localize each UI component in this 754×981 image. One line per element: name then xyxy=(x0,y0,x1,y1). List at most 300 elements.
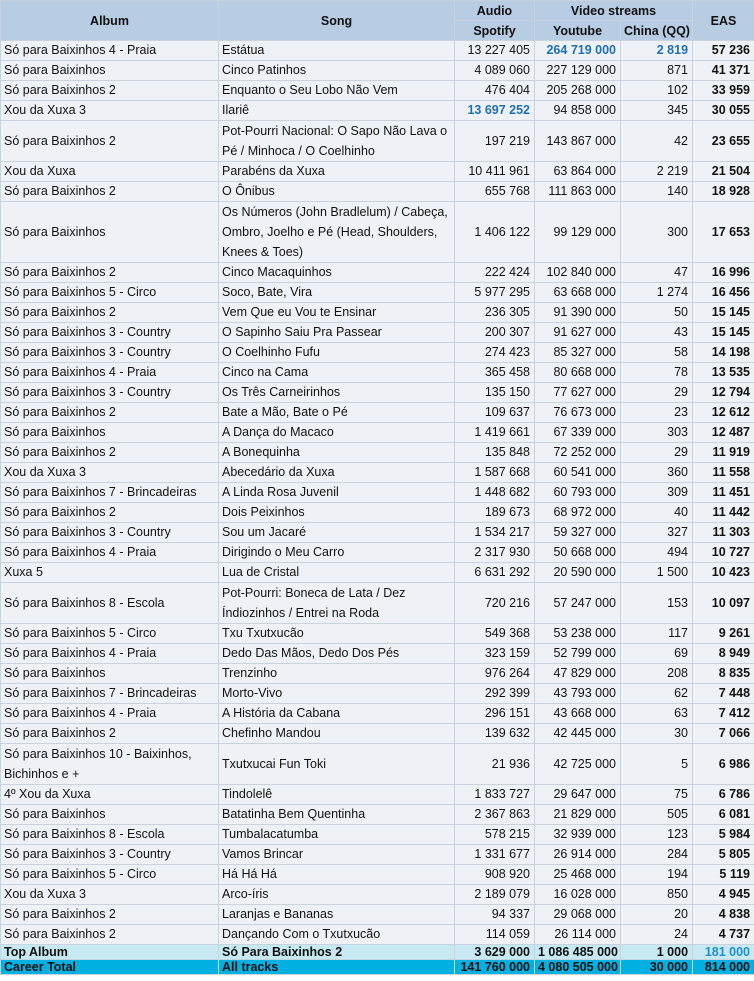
spotify-cell: 976 264 xyxy=(455,664,535,684)
china-cell: 494 xyxy=(621,543,693,563)
table-row xyxy=(1,744,754,785)
spotify-cell: 1 419 661 xyxy=(455,423,535,443)
eas-cell: 12 612 xyxy=(693,403,754,423)
china-cell: 24 xyxy=(621,925,693,945)
china-cell: 42 xyxy=(621,121,693,162)
top-album-youtube: 1 086 485 000 xyxy=(535,945,621,960)
spotify-cell: 549 368 xyxy=(455,624,535,644)
eas-cell: 16 456 xyxy=(693,283,754,303)
youtube-cell: 52 799 000 xyxy=(535,644,621,664)
eas-cell: 4 838 xyxy=(693,905,754,925)
song-cell: Tumbalacatumba xyxy=(219,825,455,845)
china-cell: 20 xyxy=(621,905,693,925)
album-cell: Só para Baixinhos 4 - Praia xyxy=(1,704,219,724)
china-cell: 58 xyxy=(621,343,693,363)
song-cell: Vamos Brincar xyxy=(219,845,455,865)
youtube-cell: 26 914 000 xyxy=(535,845,621,865)
eas-cell: 5 119 xyxy=(693,865,754,885)
china-cell: 43 xyxy=(621,323,693,343)
table-row xyxy=(1,785,754,805)
eas-cell: 6 786 xyxy=(693,785,754,805)
china-cell: 5 xyxy=(621,744,693,785)
eas-cell: 23 655 xyxy=(693,121,754,162)
spotify-cell: 655 768 xyxy=(455,182,535,202)
china-cell: 47 xyxy=(621,263,693,283)
spotify-cell: 296 151 xyxy=(455,704,535,724)
eas-cell: 8 949 xyxy=(693,644,754,664)
table-row xyxy=(1,885,754,905)
table-row xyxy=(1,363,754,383)
table-row xyxy=(1,805,754,825)
youtube-cell: 67 339 000 xyxy=(535,423,621,443)
youtube-cell: 53 238 000 xyxy=(535,624,621,644)
youtube-cell: 47 829 000 xyxy=(535,664,621,684)
eas-cell: 5 984 xyxy=(693,825,754,845)
song-cell: Há Há Há xyxy=(219,865,455,885)
album-cell: Só para Baixinhos 2 xyxy=(1,503,219,523)
eas-cell: 33 959 xyxy=(693,81,754,101)
table-row xyxy=(1,483,754,503)
table-row xyxy=(1,925,754,945)
china-cell: 62 xyxy=(621,684,693,704)
album-cell: Só para Baixinhos 2 xyxy=(1,443,219,463)
youtube-cell: 99 129 000 xyxy=(535,202,621,263)
table-row xyxy=(1,503,754,523)
spotify-cell: 720 216 xyxy=(455,583,535,624)
album-cell: Só para Baixinhos 2 xyxy=(1,403,219,423)
eas-cell: 11 442 xyxy=(693,503,754,523)
album-cell: Só para Baixinhos xyxy=(1,202,219,263)
youtube-cell: 29 647 000 xyxy=(535,785,621,805)
spotify-cell: 908 920 xyxy=(455,865,535,885)
song-cell: A História da Cabana xyxy=(219,704,455,724)
album-cell: Xuxa 5 xyxy=(1,563,219,583)
youtube-cell: 42 445 000 xyxy=(535,724,621,744)
eas-cell: 57 236 xyxy=(693,41,754,61)
table-row xyxy=(1,463,754,483)
china-cell: 284 xyxy=(621,845,693,865)
table-row xyxy=(1,383,754,403)
china-cell: 69 xyxy=(621,644,693,664)
youtube-cell: 91 627 000 xyxy=(535,323,621,343)
spotify-cell: 1 448 682 xyxy=(455,483,535,503)
eas-cell: 15 145 xyxy=(693,303,754,323)
eas-cell: 7 448 xyxy=(693,684,754,704)
eas-cell: 12 794 xyxy=(693,383,754,403)
table-row xyxy=(1,543,754,563)
song-cell: Dedo Das Mãos, Dedo Dos Pés xyxy=(219,644,455,664)
table-row xyxy=(1,121,754,162)
career-total-label: Career Total xyxy=(1,960,219,975)
table-row xyxy=(1,162,754,182)
song-cell: Chefinho Mandou xyxy=(219,724,455,744)
eas-cell: 11 451 xyxy=(693,483,754,503)
table-row xyxy=(1,583,754,624)
table-row xyxy=(1,343,754,363)
youtube-cell: 21 829 000 xyxy=(535,805,621,825)
spotify-cell: 274 423 xyxy=(455,343,535,363)
table-row xyxy=(1,303,754,323)
album-cell: Só para Baixinhos 5 - Circo xyxy=(1,865,219,885)
eas-cell: 11 303 xyxy=(693,523,754,543)
song-cell: Ilariê xyxy=(219,101,455,121)
eas-cell: 18 928 xyxy=(693,182,754,202)
spotify-cell: 2 367 863 xyxy=(455,805,535,825)
album-cell: 4º Xou da Xuxa xyxy=(1,785,219,805)
china-cell: 78 xyxy=(621,363,693,383)
eas-cell: 4 737 xyxy=(693,925,754,945)
album-cell: Só para Baixinhos 2 xyxy=(1,263,219,283)
eas-cell: 10 423 xyxy=(693,563,754,583)
spotify-cell: 1 587 668 xyxy=(455,463,535,483)
album-cell: Só para Baixinhos 2 xyxy=(1,81,219,101)
album-cell: Xou da Xuxa xyxy=(1,162,219,182)
table-row xyxy=(1,684,754,704)
spotify-cell: 1 406 122 xyxy=(455,202,535,263)
eas-cell: 30 055 xyxy=(693,101,754,121)
album-cell: Só para Baixinhos 4 - Praia xyxy=(1,41,219,61)
youtube-cell: 72 252 000 xyxy=(535,443,621,463)
album-cell: Só para Baixinhos 2 xyxy=(1,724,219,744)
table-row xyxy=(1,81,754,101)
table-row xyxy=(1,423,754,443)
china-cell: 23 xyxy=(621,403,693,423)
song-cell: O Ônibus xyxy=(219,182,455,202)
career-total-song: All tracks xyxy=(219,960,455,975)
china-cell: 2 219 xyxy=(621,162,693,182)
album-cell: Só para Baixinhos 5 - Circo xyxy=(1,624,219,644)
youtube-cell: 63 864 000 xyxy=(535,162,621,182)
album-cell: Só para Baixinhos 2 xyxy=(1,925,219,945)
table-row xyxy=(1,624,754,644)
top-album-spotify: 3 629 000 xyxy=(455,945,535,960)
table-row xyxy=(1,61,754,81)
table-row xyxy=(1,101,754,121)
youtube-cell: 143 867 000 xyxy=(535,121,621,162)
china-cell: 140 xyxy=(621,182,693,202)
china-cell: 63 xyxy=(621,704,693,724)
youtube-cell: 111 863 000 xyxy=(535,182,621,202)
youtube-header: Youtube xyxy=(535,21,621,41)
table-row xyxy=(1,41,754,61)
spotify-cell: 1 331 677 xyxy=(455,845,535,865)
song-cell: A Bonequinha xyxy=(219,443,455,463)
china-cell: 345 xyxy=(621,101,693,121)
eas-cell: 4 945 xyxy=(693,885,754,905)
album-header: Album xyxy=(1,1,219,41)
table-row xyxy=(1,263,754,283)
album-cell: Só para Baixinhos 4 - Praia xyxy=(1,644,219,664)
album-cell: Só para Baixinhos 7 - Brincadeiras xyxy=(1,684,219,704)
eas-cell: 6 986 xyxy=(693,744,754,785)
song-cell: Txu Txutxucão xyxy=(219,624,455,644)
spotify-cell: 135 848 xyxy=(455,443,535,463)
song-cell: Cinco na Cama xyxy=(219,363,455,383)
eas-cell: 7 412 xyxy=(693,704,754,724)
song-cell: O Coelhinho Fufu xyxy=(219,343,455,363)
album-cell: Só para Baixinhos 3 - Country xyxy=(1,343,219,363)
china-cell: 1 274 xyxy=(621,283,693,303)
song-cell: Pot-Pourri Nacional: O Sapo Não Lava o Pé / Minhoca / O Coelhinho xyxy=(219,121,455,162)
eas-cell: 11 558 xyxy=(693,463,754,483)
audio-header: Audio xyxy=(455,1,535,21)
spotify-cell: 135 150 xyxy=(455,383,535,403)
youtube-cell: 57 247 000 xyxy=(535,583,621,624)
youtube-cell: 26 114 000 xyxy=(535,925,621,945)
table-row xyxy=(1,704,754,724)
eas-cell: 9 261 xyxy=(693,624,754,644)
table-row xyxy=(1,825,754,845)
china-cell: 50 xyxy=(621,303,693,323)
song-cell: Os Números (John Bradlelum) / Cabeça, Ombro, Joelho e Pé (Head, Shoulders, Knees & Toes) xyxy=(219,202,455,263)
table-row xyxy=(1,905,754,925)
song-cell: Arco-íris xyxy=(219,885,455,905)
eas-cell: 21 504 xyxy=(693,162,754,182)
song-cell: Dois Peixinhos xyxy=(219,503,455,523)
album-cell: Só para Baixinhos 4 - Praia xyxy=(1,363,219,383)
song-cell: Soco, Bate, Vira xyxy=(219,283,455,303)
spotify-cell: 236 305 xyxy=(455,303,535,323)
album-cell: Só para Baixinhos 5 - Circo xyxy=(1,283,219,303)
table-row xyxy=(1,563,754,583)
spotify-cell: 10 411 961 xyxy=(455,162,535,182)
china-cell: 300 xyxy=(621,202,693,263)
youtube-cell: 76 673 000 xyxy=(535,403,621,423)
eas-cell: 7 066 xyxy=(693,724,754,744)
table-row xyxy=(1,724,754,744)
china-cell: 29 xyxy=(621,443,693,463)
eas-cell: 10 727 xyxy=(693,543,754,563)
spotify-cell: 323 159 xyxy=(455,644,535,664)
spotify-cell: 365 458 xyxy=(455,363,535,383)
song-cell: Tindolelê xyxy=(219,785,455,805)
table-row xyxy=(1,523,754,543)
youtube-cell: 32 939 000 xyxy=(535,825,621,845)
album-cell: Só para Baixinhos 7 - Brincadeiras xyxy=(1,483,219,503)
eas-cell: 10 097 xyxy=(693,583,754,624)
youtube-cell: 264 719 000 xyxy=(535,41,621,61)
table-row xyxy=(1,443,754,463)
top-album-eas: 181 000 xyxy=(693,945,754,960)
spotify-cell: 109 637 xyxy=(455,403,535,423)
youtube-cell: 60 541 000 xyxy=(535,463,621,483)
song-cell: Lua de Cristal xyxy=(219,563,455,583)
spotify-cell: 476 404 xyxy=(455,81,535,101)
song-header: Song xyxy=(219,1,455,41)
song-cell: A Linda Rosa Juvenil xyxy=(219,483,455,503)
song-cell: Dançando Com o Txutxucão xyxy=(219,925,455,945)
china-cell: 123 xyxy=(621,825,693,845)
song-cell: Cinco Patinhos xyxy=(219,61,455,81)
china-cell: 194 xyxy=(621,865,693,885)
song-cell: Bate a Mão, Bate o Pé xyxy=(219,403,455,423)
china-header: China (QQ) xyxy=(621,21,693,41)
spotify-cell: 292 399 xyxy=(455,684,535,704)
china-cell: 360 xyxy=(621,463,693,483)
eas-cell: 12 487 xyxy=(693,423,754,443)
top-album-label: Top Album xyxy=(1,945,219,960)
eas-cell: 5 805 xyxy=(693,845,754,865)
table-row xyxy=(1,323,754,343)
album-cell: Xou da Xuxa 3 xyxy=(1,885,219,905)
spotify-cell: 114 059 xyxy=(455,925,535,945)
china-cell: 327 xyxy=(621,523,693,543)
song-cell: Enquanto o Seu Lobo Não Vem xyxy=(219,81,455,101)
eas-cell: 8 835 xyxy=(693,664,754,684)
eas-cell: 11 919 xyxy=(693,443,754,463)
youtube-cell: 43 668 000 xyxy=(535,704,621,724)
youtube-cell: 68 972 000 xyxy=(535,503,621,523)
album-cell: Xou da Xuxa 3 xyxy=(1,101,219,121)
table-row xyxy=(1,202,754,263)
album-cell: Só para Baixinhos 2 xyxy=(1,303,219,323)
china-cell: 2 819 xyxy=(621,41,693,61)
youtube-cell: 205 268 000 xyxy=(535,81,621,101)
song-cell: Laranjas e Bananas xyxy=(219,905,455,925)
song-cell: O Sapinho Saiu Pra Passear xyxy=(219,323,455,343)
youtube-cell: 63 668 000 xyxy=(535,283,621,303)
youtube-cell: 59 327 000 xyxy=(535,523,621,543)
china-cell: 505 xyxy=(621,805,693,825)
career-total-china: 30 000 xyxy=(621,960,693,975)
album-cell: Só para Baixinhos 3 - Country xyxy=(1,523,219,543)
album-cell: Xou da Xuxa 3 xyxy=(1,463,219,483)
career-total-eas: 814 000 xyxy=(693,960,754,975)
top-album-name: Só Para Baixinhos 2 xyxy=(219,945,455,960)
youtube-cell: 91 390 000 xyxy=(535,303,621,323)
song-cell: Cinco Macaquinhos xyxy=(219,263,455,283)
song-cell: Morto-Vivo xyxy=(219,684,455,704)
song-cell: Pot-Pourri: Boneca de Lata / Dez Índiozinhos / Entrei na Roda xyxy=(219,583,455,624)
song-cell: Os Três Carneirinhos xyxy=(219,383,455,403)
career-total-row xyxy=(1,960,754,975)
song-cell: Abecedário da Xuxa xyxy=(219,463,455,483)
top-album-china: 1 000 xyxy=(621,945,693,960)
eas-cell: 6 081 xyxy=(693,805,754,825)
career-total-youtube: 4 080 505 000 xyxy=(535,960,621,975)
spotify-cell: 200 307 xyxy=(455,323,535,343)
youtube-cell: 85 327 000 xyxy=(535,343,621,363)
youtube-cell: 77 627 000 xyxy=(535,383,621,403)
album-cell: Só para Baixinhos xyxy=(1,61,219,81)
spotify-cell: 4 089 060 xyxy=(455,61,535,81)
china-cell: 1 500 xyxy=(621,563,693,583)
spotify-cell: 1 534 217 xyxy=(455,523,535,543)
spotify-cell: 2 189 079 xyxy=(455,885,535,905)
spotify-cell: 13 697 252 xyxy=(455,101,535,121)
eas-cell: 17 653 xyxy=(693,202,754,263)
china-cell: 30 xyxy=(621,724,693,744)
china-cell: 208 xyxy=(621,664,693,684)
song-cell: Sou um Jacaré xyxy=(219,523,455,543)
youtube-cell: 60 793 000 xyxy=(535,483,621,503)
eas-cell: 14 198 xyxy=(693,343,754,363)
china-cell: 102 xyxy=(621,81,693,101)
spotify-cell: 189 673 xyxy=(455,503,535,523)
china-cell: 871 xyxy=(621,61,693,81)
album-cell: Só para Baixinhos 2 xyxy=(1,182,219,202)
spotify-cell: 5 977 295 xyxy=(455,283,535,303)
video-streams-header: Video streams xyxy=(535,1,693,21)
song-cell: Dirigindo o Meu Carro xyxy=(219,543,455,563)
song-cell: Batatinha Bem Quentinha xyxy=(219,805,455,825)
song-cell: Vem Que eu Vou te Ensinar xyxy=(219,303,455,323)
table-row xyxy=(1,283,754,303)
youtube-cell: 42 725 000 xyxy=(535,744,621,785)
spotify-cell: 139 632 xyxy=(455,724,535,744)
china-cell: 850 xyxy=(621,885,693,905)
table-body xyxy=(1,41,754,945)
career-total-spotify: 141 760 000 xyxy=(455,960,535,975)
eas-cell: 16 996 xyxy=(693,263,754,283)
song-cell: Parabéns da Xuxa xyxy=(219,162,455,182)
eas-header: EAS xyxy=(693,1,754,41)
china-cell: 29 xyxy=(621,383,693,403)
album-cell: Só para Baixinhos 10 - Baixinhos, Bichinhos e + xyxy=(1,744,219,785)
eas-cell: 41 371 xyxy=(693,61,754,81)
youtube-cell: 20 590 000 xyxy=(535,563,621,583)
youtube-cell: 80 668 000 xyxy=(535,363,621,383)
spotify-cell: 13 227 405 xyxy=(455,41,535,61)
song-cell: Txutxucai Fun Toki xyxy=(219,744,455,785)
table-row xyxy=(1,644,754,664)
spotify-cell: 6 631 292 xyxy=(455,563,535,583)
youtube-cell: 43 793 000 xyxy=(535,684,621,704)
table-row xyxy=(1,845,754,865)
eas-cell: 13 535 xyxy=(693,363,754,383)
china-cell: 40 xyxy=(621,503,693,523)
youtube-cell: 29 068 000 xyxy=(535,905,621,925)
china-cell: 75 xyxy=(621,785,693,805)
youtube-cell: 16 028 000 xyxy=(535,885,621,905)
album-cell: Só para Baixinhos 3 - Country xyxy=(1,383,219,403)
china-cell: 153 xyxy=(621,583,693,624)
spotify-cell: 1 833 727 xyxy=(455,785,535,805)
song-cell: Estátua xyxy=(219,41,455,61)
youtube-cell: 25 468 000 xyxy=(535,865,621,885)
album-cell: Só para Baixinhos 2 xyxy=(1,905,219,925)
top-album-row xyxy=(1,945,754,960)
album-cell: Só para Baixinhos xyxy=(1,805,219,825)
spotify-cell: 578 215 xyxy=(455,825,535,845)
youtube-cell: 227 129 000 xyxy=(535,61,621,81)
china-cell: 309 xyxy=(621,483,693,503)
table-row xyxy=(1,182,754,202)
song-cell: Trenzinho xyxy=(219,664,455,684)
spotify-cell: 222 424 xyxy=(455,263,535,283)
china-cell: 117 xyxy=(621,624,693,644)
spotify-cell: 197 219 xyxy=(455,121,535,162)
album-cell: Só para Baixinhos 3 - Country xyxy=(1,323,219,343)
album-cell: Só para Baixinhos 2 xyxy=(1,121,219,162)
album-cell: Só para Baixinhos 4 - Praia xyxy=(1,543,219,563)
eas-cell: 15 145 xyxy=(693,323,754,343)
table-row xyxy=(1,403,754,423)
spotify-header: Spotify xyxy=(455,21,535,41)
album-cell: Só para Baixinhos 8 - Escola xyxy=(1,583,219,624)
table-row xyxy=(1,664,754,684)
youtube-cell: 102 840 000 xyxy=(535,263,621,283)
china-cell: 303 xyxy=(621,423,693,443)
spotify-cell: 21 936 xyxy=(455,744,535,785)
youtube-cell: 94 858 000 xyxy=(535,101,621,121)
table-row xyxy=(1,865,754,885)
song-cell: A Dança do Macaco xyxy=(219,423,455,443)
spotify-cell: 94 337 xyxy=(455,905,535,925)
album-cell: Só para Baixinhos xyxy=(1,664,219,684)
spotify-cell: 2 317 930 xyxy=(455,543,535,563)
youtube-cell: 50 668 000 xyxy=(535,543,621,563)
